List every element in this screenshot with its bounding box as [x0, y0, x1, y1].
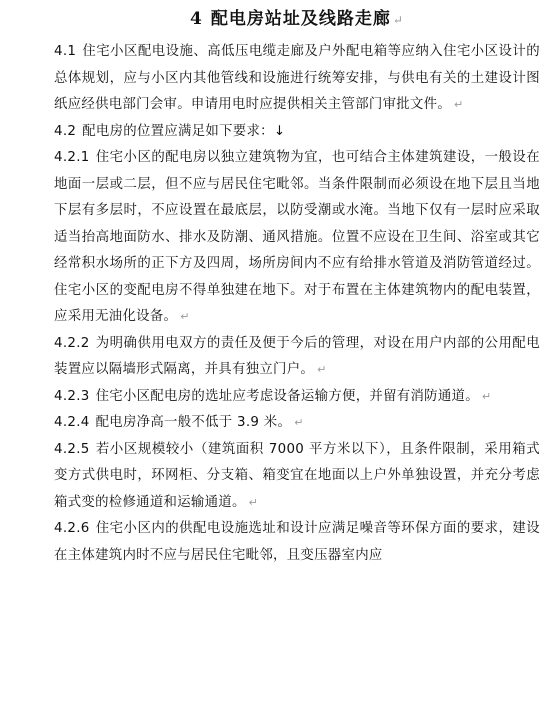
paragraph-mark-icon: ↵ — [294, 416, 304, 429]
paragraph-4-2-1 — [54, 145, 540, 331]
paragraph-number: 4.2.5 — [54, 441, 90, 457]
paragraph-4-1 — [54, 39, 540, 119]
paragraph-4-2 — [54, 119, 540, 146]
paragraph-4-2-4 — [54, 410, 540, 437]
section-title-number: 4 — [190, 9, 203, 29]
paragraph-mark-icon: ↵ — [392, 13, 404, 27]
paragraph-4-2-3 — [54, 384, 540, 411]
paragraph-number: 4.1 — [54, 44, 77, 59]
paragraph-number: 4.2.4 — [54, 415, 90, 430]
paragraph-number: 4.2 — [54, 123, 77, 139]
paragraph-text: 住宅小区配电设施、高低压电缆走廊及户外配电箱等应纳入住宅小区设计的总体规划，应与小区内其他管线和设施进行统筹安排，与供电有关的土建设计图纸应经供电部门会审。申请用电时应提供相关主管部门审批文件。 — [54, 44, 540, 112]
paragraph-text: 住宅小区的配电房以独立建筑物为宜，也可结合主体建筑建设，一般设在地面一层或二层，但不应与居民住宅毗邻。当条件限制而必须设在地下层且当地下层有多层时，不应设置在最底层，以防受潮或水淹。当地下仅有一层时应采取适当抬高地面防水、排水及防潮、通风措施。位置不应设在卫生间、浴室或其它经常积水场所的正下方及四周，场所房间内不应有给排水管道及消防管道经过。住宅小区的变配电房不得单独建在地下。对于布置在主体建筑物内的配电装置，应采用无油化设备。 — [54, 150, 540, 324]
section-title-text: 配电房站址及线路走廊 — [210, 9, 391, 29]
paragraph-text: 配电房净高一般不低于 3.9 米。 — [95, 415, 292, 430]
paragraph-number: 4.2.2 — [54, 335, 90, 351]
paragraph-text: 配电房的位置应满足如下要求：↓ — [82, 123, 286, 139]
paragraph-text: 住宅小区内的供配电设施选址和设计应满足噪音等环保方面的要求，建设在主体建筑内时不应与居民住宅毗邻，且变压器室内应 — [54, 521, 540, 563]
paragraph-4-2-6 — [54, 516, 540, 569]
paragraph-text: 为明确供用电双方的责任及便于今后的管理，对设在用户内部的公用配电装置应以隔墙形式隔离，并具有独立门户。 — [54, 335, 540, 377]
paragraph-text: 若小区规模较小（建筑面积 7000 平方米以下），且条件限制，采用箱式变方式供电时，环网柜、分支箱、箱变宜在地面以上户外单独设置，并充分考虑箱式变的检修通道和运输通道。 — [54, 441, 540, 510]
paragraph-mark-icon: ↵ — [454, 98, 464, 111]
paragraph-mark-icon: ↵ — [317, 363, 327, 376]
paragraph-number: 4.2.3 — [54, 388, 90, 404]
paragraph-4-2-2 — [54, 331, 540, 384]
paragraph-mark-icon: ↵ — [180, 310, 190, 323]
paragraph-number: 4.2.1 — [54, 150, 90, 165]
paragraph-number: 4.2.6 — [54, 521, 90, 536]
paragraph-text: 住宅小区配电房的选址应考虑设备运输方便，并留有消防通道。 — [95, 388, 479, 404]
paragraph-mark-icon: ↵ — [248, 495, 259, 509]
section-title — [54, 6, 540, 33]
paragraph-mark-icon: ↵ — [481, 389, 492, 403]
paragraph-4-2-5 — [54, 437, 540, 517]
